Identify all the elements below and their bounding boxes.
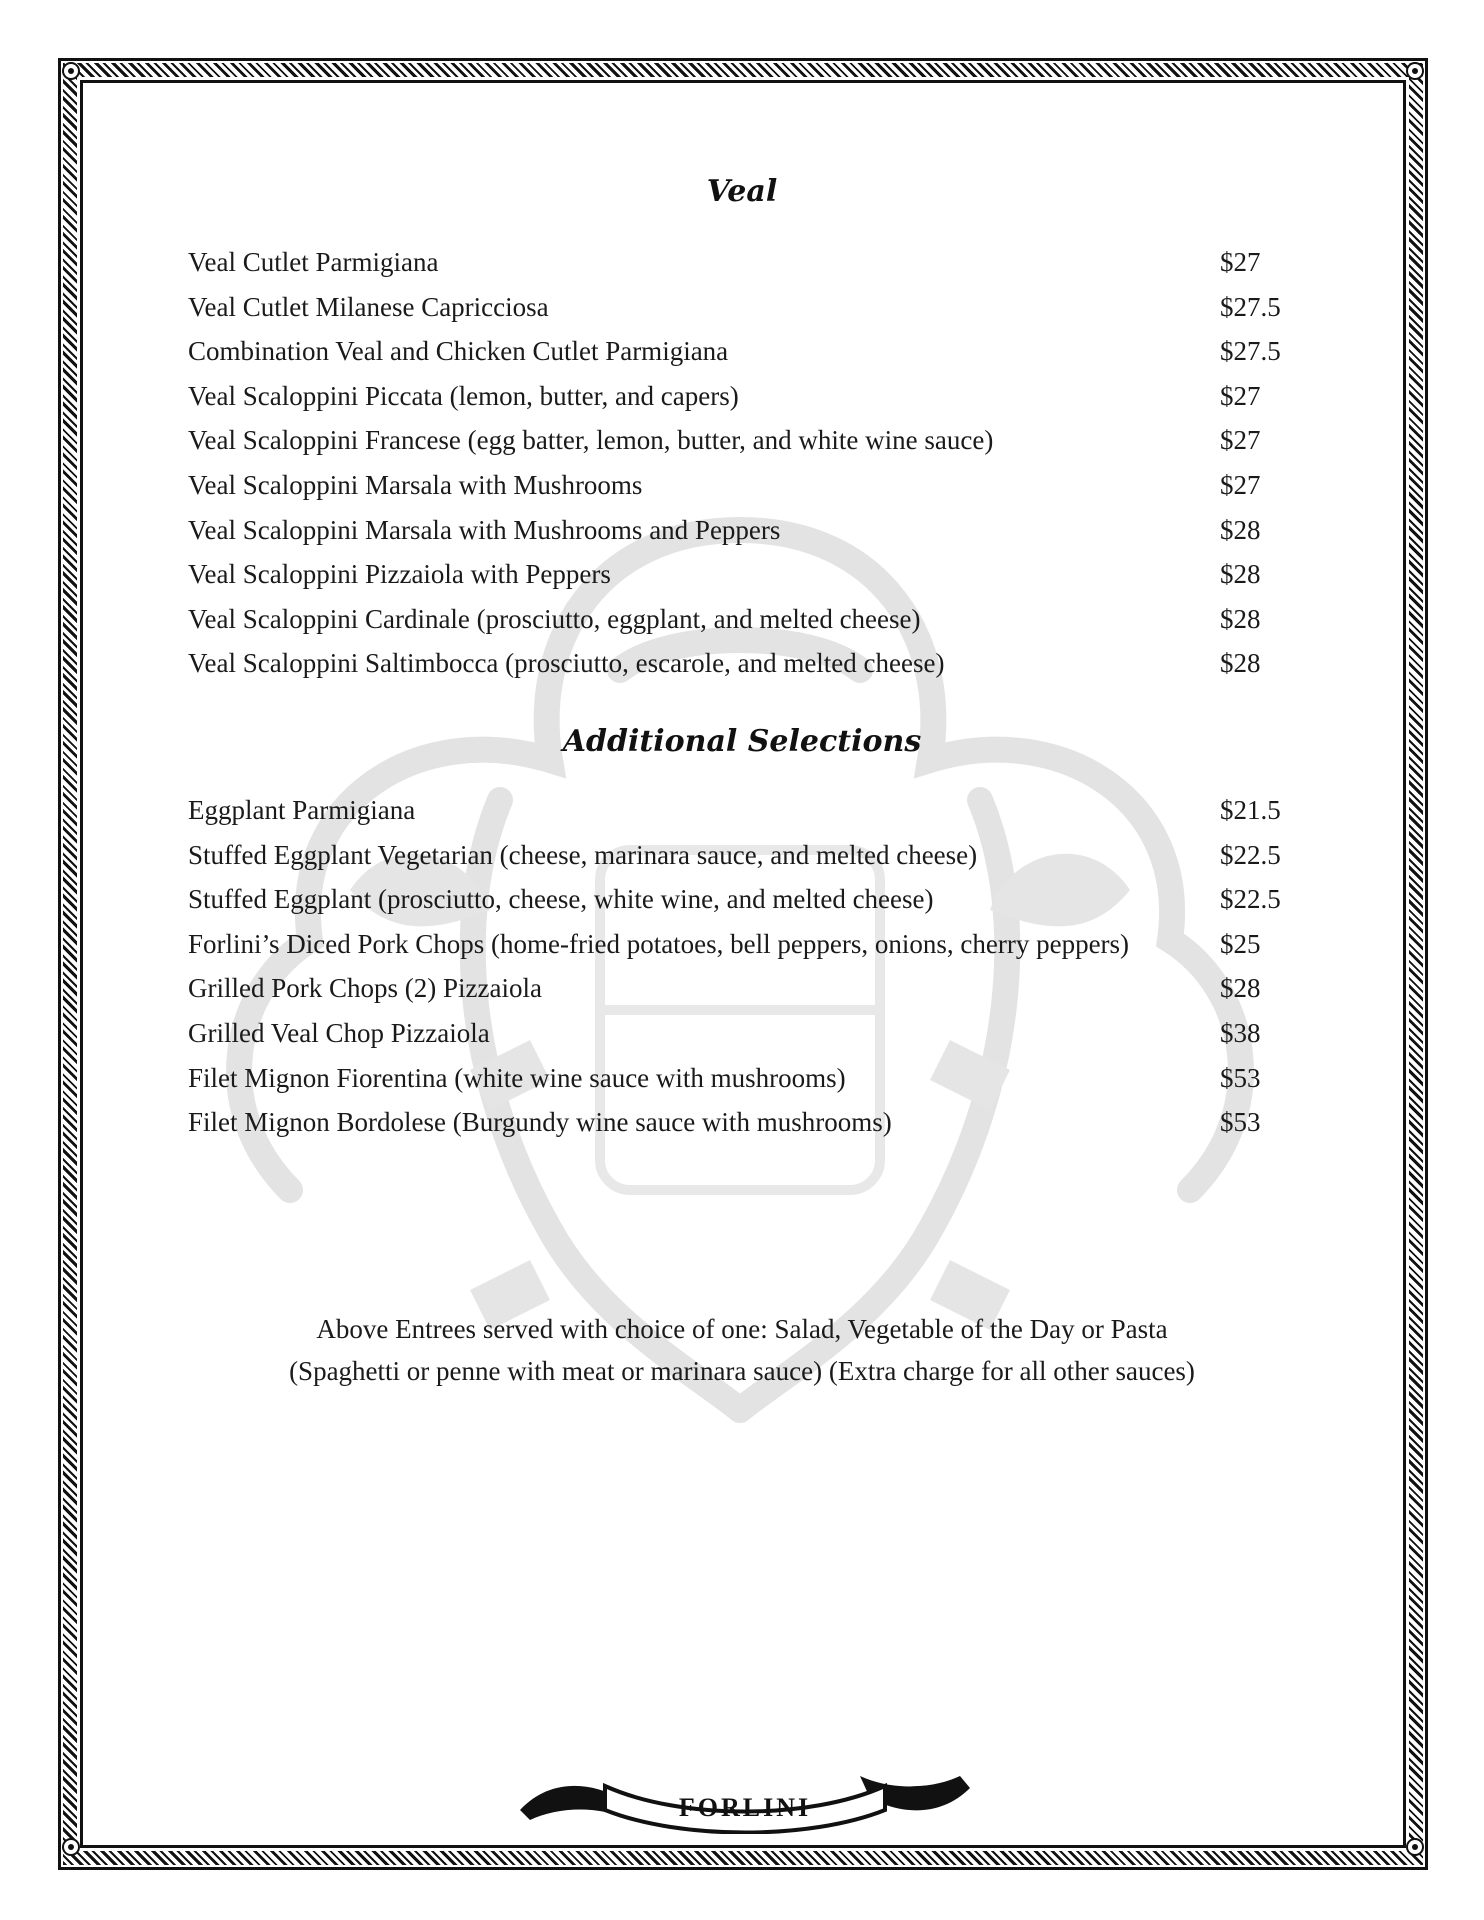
menu-item	[188, 1011, 1328, 1056]
menu-item-name: Grilled Pork Chops (2) Pizzaiola	[188, 973, 542, 1004]
menu-item	[188, 285, 1328, 330]
menu-item-name: Stuffed Eggplant (prosciutto, cheese, white wine, and melted cheese)	[188, 884, 934, 915]
menu-item-name: Veal Scaloppini Saltimbocca (prosciutto, escarole, and melted cheese)	[188, 648, 945, 679]
logo-text: FORLINI	[678, 1793, 812, 1822]
menu-item-price: $27	[1220, 247, 1261, 277]
menu-item-price: $27	[1220, 425, 1261, 456]
menu-item	[188, 508, 1328, 553]
menu-item-name: Veal Scaloppini Marsala with Mushrooms and Peppers	[188, 514, 781, 545]
menu-item	[188, 374, 1328, 419]
menu-item-name: Veal Cutlet Milanese Capricciosa	[188, 291, 549, 322]
entree-note-line-1: Above Entrees served with choice of one: Salad, Vegetable of the Day or Pasta	[316, 1314, 1168, 1344]
menu-item-name: Eggplant Parmigiana	[188, 795, 416, 825]
menu-item-name: Grilled Veal Chop Pizzaiola	[188, 1017, 490, 1048]
menu-item-price: $28	[1220, 973, 1261, 1004]
menu-item-price: $25	[1220, 928, 1261, 959]
menu-item-price: $21.5	[1220, 795, 1281, 825]
menu-item	[188, 1056, 1328, 1101]
corner-ornament	[62, 62, 80, 80]
menu-item	[188, 1100, 1328, 1145]
entree-note-line-2: (Spaghetti or penne with meat or marinara sauce) (Extra charge for all other sauces)	[289, 1356, 1195, 1386]
menu-item	[188, 418, 1328, 463]
menu-item-price: $53	[1220, 1062, 1261, 1093]
menu-item-price: $27	[1220, 469, 1261, 500]
menu-item-name: Filet Mignon Fiorentina (white wine sauce with mushrooms)	[188, 1062, 846, 1093]
menu-item	[188, 597, 1328, 642]
menu-item-price: $28	[1220, 648, 1261, 679]
menu-item	[188, 877, 1328, 922]
menu-item	[188, 329, 1328, 374]
menu-item	[188, 833, 1328, 878]
menu-item-name: Stuffed Eggplant Vegetarian (cheese, marinara sauce, and melted cheese)	[188, 839, 978, 870]
menu-item	[188, 240, 1328, 285]
menu-item-name: Veal Scaloppini Piccata (lemon, butter, and capers)	[188, 380, 739, 411]
menu-item-name: Veal Cutlet Parmigiana	[188, 247, 439, 277]
forlini-ribbon-logo	[510, 1758, 980, 1834]
corner-ornament	[1406, 1838, 1424, 1856]
menu-item-price: $27	[1220, 380, 1261, 411]
menu-list-additional	[188, 788, 1328, 1145]
corner-ornament	[1406, 62, 1424, 80]
section-title-additional: Additional Selections	[562, 724, 922, 759]
menu-item-price: $28	[1220, 514, 1261, 545]
menu-item	[188, 552, 1328, 597]
menu-item-price: $38	[1220, 1017, 1261, 1048]
menu-item	[188, 641, 1328, 686]
menu-item-price: $22.5	[1220, 884, 1281, 915]
menu-item-price: $28	[1220, 603, 1261, 634]
menu-item-name: Filet Mignon Bordolese (Burgundy wine sauce with mushrooms)	[188, 1107, 892, 1138]
menu-item-name: Veal Scaloppini Marsala with Mushrooms	[188, 469, 643, 500]
menu-item-name: Veal Scaloppini Cardinale (prosciutto, eggplant, and melted cheese)	[188, 603, 921, 634]
menu-item-name: Combination Veal and Chicken Cutlet Parmigiana	[188, 336, 729, 367]
corner-ornament	[62, 1838, 80, 1856]
menu-item-name: Forlini’s Diced Pork Chops (home-fried potatoes, bell peppers, onions, cherry peppers)	[188, 928, 1130, 959]
menu-item-price: $53	[1220, 1107, 1261, 1138]
menu-item	[188, 788, 1328, 833]
section-title-veal: Veal	[706, 174, 778, 209]
menu-item-price: $28	[1220, 559, 1261, 590]
menu-item-name: Veal Scaloppini Francese (egg batter, lemon, butter, and white wine sauce)	[188, 425, 994, 456]
menu-item	[188, 463, 1328, 508]
entree-note	[0, 1308, 1484, 1392]
menu-item-price: $27.5	[1220, 291, 1281, 322]
menu-item	[188, 966, 1328, 1011]
menu-list-veal	[188, 240, 1328, 686]
menu-item-price: $27.5	[1220, 336, 1281, 367]
menu-item	[188, 922, 1328, 967]
menu-item-name: Veal Scaloppini Pizzaiola with Peppers	[188, 559, 611, 590]
menu-item-price: $22.5	[1220, 839, 1281, 870]
